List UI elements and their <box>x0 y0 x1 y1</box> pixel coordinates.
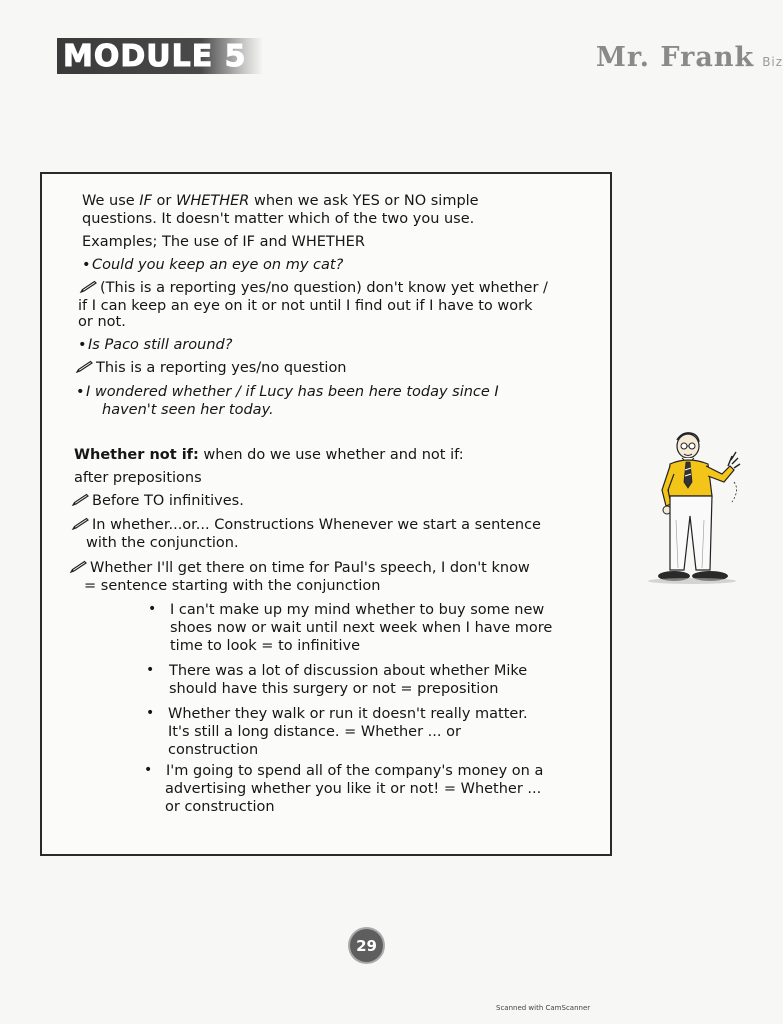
pencil-icon <box>80 281 98 293</box>
bullet-4-line-1: I'm going to spend all of the company's money on a <box>166 763 544 779</box>
examples-heading: Examples; The use of IF and WHETHER <box>82 234 365 250</box>
bullet-3-line-2: It's still a long distance. = Whether ... or <box>168 724 461 740</box>
pencil-icon <box>72 518 90 530</box>
example-3-line-1: •I wondered whether / if Lucy has been here today since I <box>76 384 499 400</box>
bullet-1-line-1: I can't make up my mind whether to buy some new <box>170 602 545 618</box>
rule-example-line-1: Whether I'll get there on time for Paul's speech, I don't know <box>70 559 530 577</box>
intro-line-2: questions. It doesn't matter which of the two you use. <box>82 211 475 227</box>
scan-credit: Scanned with CamScanner <box>496 1004 591 1012</box>
bullet-dot: • <box>146 662 155 678</box>
bullet-dot: • <box>146 705 155 721</box>
bullet-dot: • <box>78 337 87 353</box>
rule-heading: Whether not if: when do we use whether and not if: <box>74 447 464 463</box>
bullet-4-line-3: or construction <box>165 799 275 815</box>
bullet-dot: • <box>144 762 153 778</box>
rule-after-prepositions: after prepositions <box>74 470 202 486</box>
example-2-question: •Is Paco still around? <box>78 337 233 353</box>
bullet-dot: • <box>76 384 85 400</box>
page-number-badge <box>350 929 383 962</box>
bullet-3-line-1: Whether they walk or run it doesn't really matter. <box>168 706 528 722</box>
bullet-3-line-3: construction <box>168 742 259 758</box>
bullet-4-line-2: advertising whether you like it or not! = Whether ... <box>165 781 542 797</box>
module-title: MODULE 5 <box>63 38 247 74</box>
example-1-question: •Could you keep an eye on my cat? <box>82 257 344 273</box>
rule-infinitives: Before TO infinitives. <box>72 492 244 510</box>
rule-constructions-line-2: with the conjunction. <box>86 535 239 551</box>
example-1-note-line-1: (This is a reporting yes/no question) don't know yet whether / <box>80 279 548 297</box>
rule-example-line-2: = sentence starting with the conjunction <box>84 578 381 594</box>
pencil-icon <box>72 494 90 506</box>
page-number: 29 <box>356 936 377 955</box>
bullet-2-line-2: should have this surgery or not = preposition <box>169 681 499 697</box>
teacher-cartoon-illustration <box>652 430 748 586</box>
brand-logo <box>596 42 783 73</box>
pencil-icon <box>70 561 88 573</box>
module-banner <box>57 38 263 74</box>
bullet-dot: • <box>148 601 157 617</box>
example-2-note: This is a reporting yes/no question <box>76 359 347 377</box>
bullet-2-line-1: There was a lot of discussion about whether Mike <box>169 663 528 679</box>
brand-suffix: Biz <box>762 55 783 69</box>
brand-name: Mr. Frank <box>596 42 755 73</box>
pencil-icon <box>76 361 94 373</box>
example-3-line-2: haven't seen her today. <box>102 402 274 418</box>
example-1-note-line-3: or not. <box>78 314 126 330</box>
example-1-note-line-2: if I can keep an eye on it or not until I find out if I have to work <box>78 298 533 314</box>
lesson-box <box>40 172 612 856</box>
intro-line-1: We use IF or WHETHER when we ask YES or NO simple <box>82 193 479 209</box>
bullet-dot: • <box>82 257 91 273</box>
rule-constructions-line-1: In whether...or... Constructions Whenever we start a sentence <box>72 516 541 534</box>
bullet-1-line-2: shoes now or wait until next week when I have more <box>170 620 553 636</box>
bullet-1-line-3: time to look = to infinitive <box>170 638 361 654</box>
